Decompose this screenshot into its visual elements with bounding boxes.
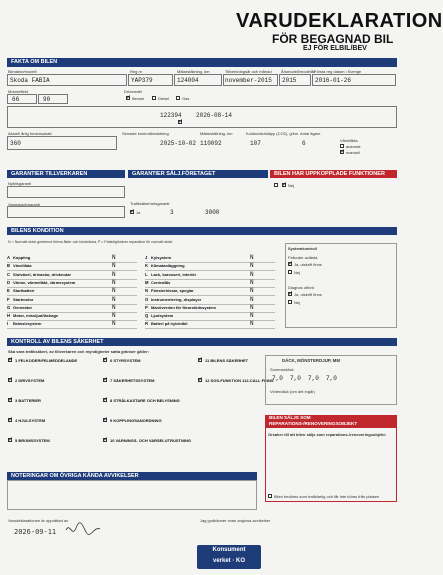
diag-yes-checkbox[interactable] <box>288 292 292 296</box>
condition-label: Kylsystem <box>151 255 172 260</box>
summer-tread-4: 7,0 <box>326 375 337 382</box>
service-date-value: 2026-08-14 <box>196 112 233 119</box>
faults-no-checkbox[interactable] <box>288 270 292 274</box>
condition-label: Lack, karosseri, interiör <box>151 271 197 277</box>
condition-code: A <box>7 255 11 260</box>
safety-item-checkbox[interactable] <box>8 398 12 402</box>
safety-item-checkbox[interactable] <box>103 438 107 442</box>
upgrades-no[interactable] <box>282 183 286 187</box>
fuel-diesel-checkbox[interactable] <box>152 96 156 100</box>
reg-value: YAP379 <box>131 77 153 84</box>
condition-legend: N = Normalt skick gentemot bilens ålder och körsträcka, P = Felaktig/kräver reparation för normalt skick <box>8 240 173 244</box>
service-no-value: 122394 <box>160 112 182 119</box>
condition-value[interactable]: N <box>112 287 116 295</box>
summer-tread-1: 7,0 <box>272 375 283 382</box>
safety-item-label: 5 BROMSSYSTEM <box>15 438 50 443</box>
make-value: Skoda FABIA <box>10 77 50 84</box>
condition-value[interactable]: N <box>112 295 116 303</box>
condition-value[interactable]: N <box>112 312 116 320</box>
safety-item-label: 9 KOPPLINGSANORDNING <box>110 418 162 423</box>
condition-code: K <box>145 263 149 269</box>
section-safety: KONTROLL AV BILENS SÄKERHET <box>7 338 397 346</box>
condition-value[interactable]: N <box>250 303 254 311</box>
condition-label: Ljudsystem <box>151 313 174 319</box>
power-label: Motoreffekt <box>8 89 28 94</box>
logo-line-1: Konsument <box>212 547 246 553</box>
seller-warranty-km: 3000 <box>205 209 220 216</box>
condition-value[interactable]: N <box>250 320 254 328</box>
tax-label: Aktuell årlig fordonsskatt <box>8 131 52 136</box>
condition-value[interactable]: N <box>112 254 116 261</box>
tax-value: 360 <box>10 140 21 147</box>
gear-manual-checkbox[interactable] <box>340 150 344 154</box>
safety-item-label: 2 DRIVSYSTEM <box>15 378 45 383</box>
condition-value[interactable]: N <box>250 278 254 286</box>
safety-item-checkbox[interactable] <box>103 358 107 362</box>
faults-no-label: Nej <box>294 270 301 275</box>
model-year-value: 2015 <box>282 77 297 84</box>
page-subtitle: FÖR BEGAGNAD BIL <box>272 32 394 46</box>
diag-yes-label: Ja, utskrift finns <box>294 292 322 297</box>
condition-code: H <box>7 313 11 319</box>
condition-code: I <box>7 321 9 327</box>
tax-field[interactable] <box>7 136 117 150</box>
logo-line-2: verket · KO <box>212 558 245 564</box>
summer-tread-2: 7,0 <box>290 375 301 382</box>
inspection-date-value: 2025-10-02 <box>160 140 197 147</box>
konsumentverket-logo <box>197 545 261 569</box>
safety-item-checkbox[interactable] <box>198 378 202 382</box>
safety-item-label: 4 HJULSYSTEM <box>15 418 46 423</box>
repair-box <box>265 427 397 502</box>
paint-warranty-label: Vagnskadegaranti <box>8 202 40 207</box>
section-condition: BILENS KONDITION <box>7 227 397 235</box>
condition-code: F <box>7 296 10 302</box>
safety-intro: Ska vara trafiksäkert, av tillverkaren och myndigheter satta gränser gäller: <box>8 349 149 354</box>
mileage-value: 124004 <box>177 77 199 84</box>
page-title: VARUDEKLARATION <box>236 10 443 32</box>
prepared-by-label: Varudeklarationen är upprättad av <box>8 518 69 523</box>
condition-value[interactable]: N <box>250 254 254 261</box>
gear-auto-label: automat <box>346 144 361 149</box>
mfg-label: Tillverkningsår och månad <box>225 69 272 74</box>
condition-label: Koppling <box>13 255 31 260</box>
diag-no-label: Nej <box>294 300 301 305</box>
gear-manual-label: manuell <box>346 150 361 155</box>
condition-code: R <box>145 321 149 327</box>
condition-label: Växellåda <box>13 263 32 269</box>
condition-value[interactable]: N <box>112 303 116 311</box>
safety-item-label: 7 SÄKERHETSSYSTEM <box>110 378 155 383</box>
mileage-label: Mätarställning, km <box>177 69 210 74</box>
safety-item-label: 1 FELKODER/FELMEDDELANDE <box>15 358 78 363</box>
condition-code: J <box>145 255 148 260</box>
section-dealer-warranty: GARANTIER TILLVERKAREN <box>7 170 125 178</box>
first-reg-label: Första reg datum i Sverige <box>314 69 362 74</box>
system-check-title: Systemkontroll <box>288 246 317 251</box>
owners-label: Antal ägare <box>300 131 321 136</box>
condition-code: Q <box>145 313 149 319</box>
diag-no-checkbox[interactable] <box>288 300 292 304</box>
winter-label: Vinterdäck (om det ingår) <box>270 389 315 394</box>
co2-value: 107 <box>250 140 261 147</box>
condition-code: C <box>7 271 11 277</box>
safety-item-label: 12 SOS-FUNKTION 112-CALL FINNS <box>205 378 274 383</box>
condition-value[interactable]: N <box>250 270 254 278</box>
safety-item-label: 6 STYRSYSTEM <box>110 358 141 363</box>
section-vehicle-header: FAKTA OM BILEN <box>7 58 397 67</box>
fuel-petrol-label: Bensin <box>132 96 145 101</box>
hp-value: 90 <box>43 96 51 103</box>
prepared-date: 2026-09-11 <box>14 528 57 536</box>
service-book-checkbox[interactable] <box>178 120 182 124</box>
reg-label: Reg nr <box>130 69 143 74</box>
safety-item-checkbox[interactable] <box>8 378 12 382</box>
fuel-label: Drivmedel <box>124 89 143 94</box>
condition-value[interactable]: N <box>250 295 254 303</box>
condition-code: P <box>145 304 148 310</box>
page-subtitle-2: EJ FÖR ELBIL/BEV <box>303 45 367 52</box>
condition-row <box>145 320 275 329</box>
summer-label: Sommardäck <box>270 367 294 372</box>
new-car-warranty-label: Nybilsgaranti <box>8 181 32 186</box>
condition-code: O <box>145 296 149 302</box>
safety-item-label: 8 STRÅLKASTARE OCH BELYSNING <box>110 398 180 403</box>
faults-yes-checkbox[interactable] <box>288 262 292 266</box>
section-remarks: NOTERINGAR OM ÖVRIGA KÄNDA AVVIKELSER <box>7 472 257 480</box>
condition-label: Instrumentering, displayer <box>151 296 202 302</box>
fuel-petrol-checkbox[interactable] <box>126 96 130 100</box>
safety-item-label: 11 BILENS SÄKERHET <box>205 358 249 363</box>
condition-value[interactable]: N <box>112 278 116 286</box>
safety-item-checkbox[interactable] <box>8 358 12 362</box>
condition-code: G <box>7 304 11 310</box>
condition-code: D <box>7 279 11 285</box>
tyre-title: DÄCK, MÖNSTERDJUP, MM <box>282 358 340 363</box>
summer-tread-3: 7,0 <box>308 375 319 382</box>
upgrades-yes[interactable] <box>274 183 278 187</box>
gear-label: Växellåda <box>340 138 358 143</box>
section-upgrades: BILEN HAR UPPKOPPLADE FUNKTIONER <box>270 170 397 178</box>
seller-warranty-label: Trafiksäkerhetsgaranti <box>130 201 170 206</box>
system-faults-label: Felkoder avlästa <box>288 255 318 260</box>
condition-label: Centrallås <box>151 279 171 285</box>
owners-value: 6 <box>302 140 306 147</box>
repair-check-label: Bilen bedöms som trafikfarlig och får inte köras från platsen <box>274 494 380 499</box>
condition-label: Manöverdon för förarstödssystem <box>151 304 216 310</box>
first-reg-value: 2016-01-26 <box>315 77 352 84</box>
remarks-box[interactable] <box>7 480 257 510</box>
seller-warranty-yes[interactable] <box>130 210 134 214</box>
repair-reason-label: Orsaker till att bilen säljs som reparations-/renoveringsobjekt: <box>268 432 387 437</box>
condition-label: Klimatanläggning <box>151 263 185 269</box>
condition-value[interactable]: N <box>112 320 116 328</box>
condition-label: Startbatteri <box>13 288 35 294</box>
safety-item-checkbox[interactable] <box>8 418 12 422</box>
condition-value[interactable]: N <box>250 262 254 270</box>
seller-warranty-months: 3 <box>170 209 174 216</box>
faults-yes-label: Ja, utskrift finns <box>294 262 322 267</box>
mfg-value: november-2015 <box>225 77 272 84</box>
safety-item-checkbox[interactable] <box>103 418 107 422</box>
condition-value[interactable]: N <box>250 287 254 295</box>
safety-item-checkbox[interactable] <box>198 358 202 362</box>
condition-label: Motor, missljud/läckage <box>13 313 59 319</box>
co2-label: Koldioxidutsläpp (CO2), g/km <box>246 131 299 136</box>
condition-label: Bränslesystem <box>13 321 42 327</box>
condition-code: M <box>145 279 149 285</box>
condition-label: Fönsterhissar, speglar <box>151 288 194 294</box>
fuel-gas-label: Gas <box>182 96 190 101</box>
fuel-diesel-label: Diesel <box>158 96 170 101</box>
diag-label: Diagnos utförd <box>288 285 315 290</box>
inspection-label: Senaste kontrollbesiktning <box>122 131 169 136</box>
model-year-label: Årsmodell/modellår <box>281 69 316 74</box>
condition-label: Värme, värmefläkt, värmesystem <box>13 279 76 285</box>
safety-item-label: 3 BATTERIER <box>15 398 41 403</box>
inspection-km-label: Mätarställning, km <box>200 131 233 136</box>
section-repair: BILEN SÄLJS SOM REPARATIONS-/RENOVERINGSOBJEKT <box>265 415 397 427</box>
condition-code: E <box>7 288 10 294</box>
condition-value[interactable]: N <box>112 262 116 270</box>
upgrades-no-label: Nej <box>288 183 295 188</box>
condition-code: B <box>7 263 11 269</box>
condition-label: Slutväxel, drivaxlar, drivknutar <box>13 271 72 277</box>
safety-item-checkbox[interactable] <box>103 378 107 382</box>
condition-code: N <box>145 288 149 294</box>
safety-item-label: 10 VARNINGS- OCH VARSELUTRUSTNING <box>110 438 191 443</box>
condition-label: Generator <box>13 304 33 310</box>
safety-item-checkbox[interactable] <box>103 398 107 402</box>
condition-label: Startmotor <box>13 296 34 302</box>
make-label: Bilmärke/modell <box>8 69 37 74</box>
condition-label: Batteri på hybridbil <box>151 321 188 327</box>
safety-item-checkbox[interactable] <box>8 438 12 442</box>
condition-value[interactable]: N <box>112 270 116 278</box>
paint-warranty-field[interactable] <box>7 206 125 218</box>
safety-list <box>8 358 274 458</box>
kw-value: 66 <box>12 96 20 103</box>
seller-warranty-yes-label: Ja <box>136 210 141 215</box>
condition-row <box>7 320 137 329</box>
condition-code: L <box>145 271 148 277</box>
repair-check[interactable] <box>268 494 272 498</box>
section-seller-warranty: GARANTIER SÄLJ.FÖRETAGET <box>128 170 268 178</box>
new-car-warranty-field[interactable] <box>7 186 125 198</box>
inspection-km-value: 110092 <box>200 140 222 147</box>
signature-label: Jag godkänner ovan angivna avvikelser <box>200 518 271 523</box>
signature-image <box>62 520 102 543</box>
condition-value[interactable]: N <box>250 312 254 320</box>
fuel-gas-checkbox[interactable] <box>176 96 180 100</box>
